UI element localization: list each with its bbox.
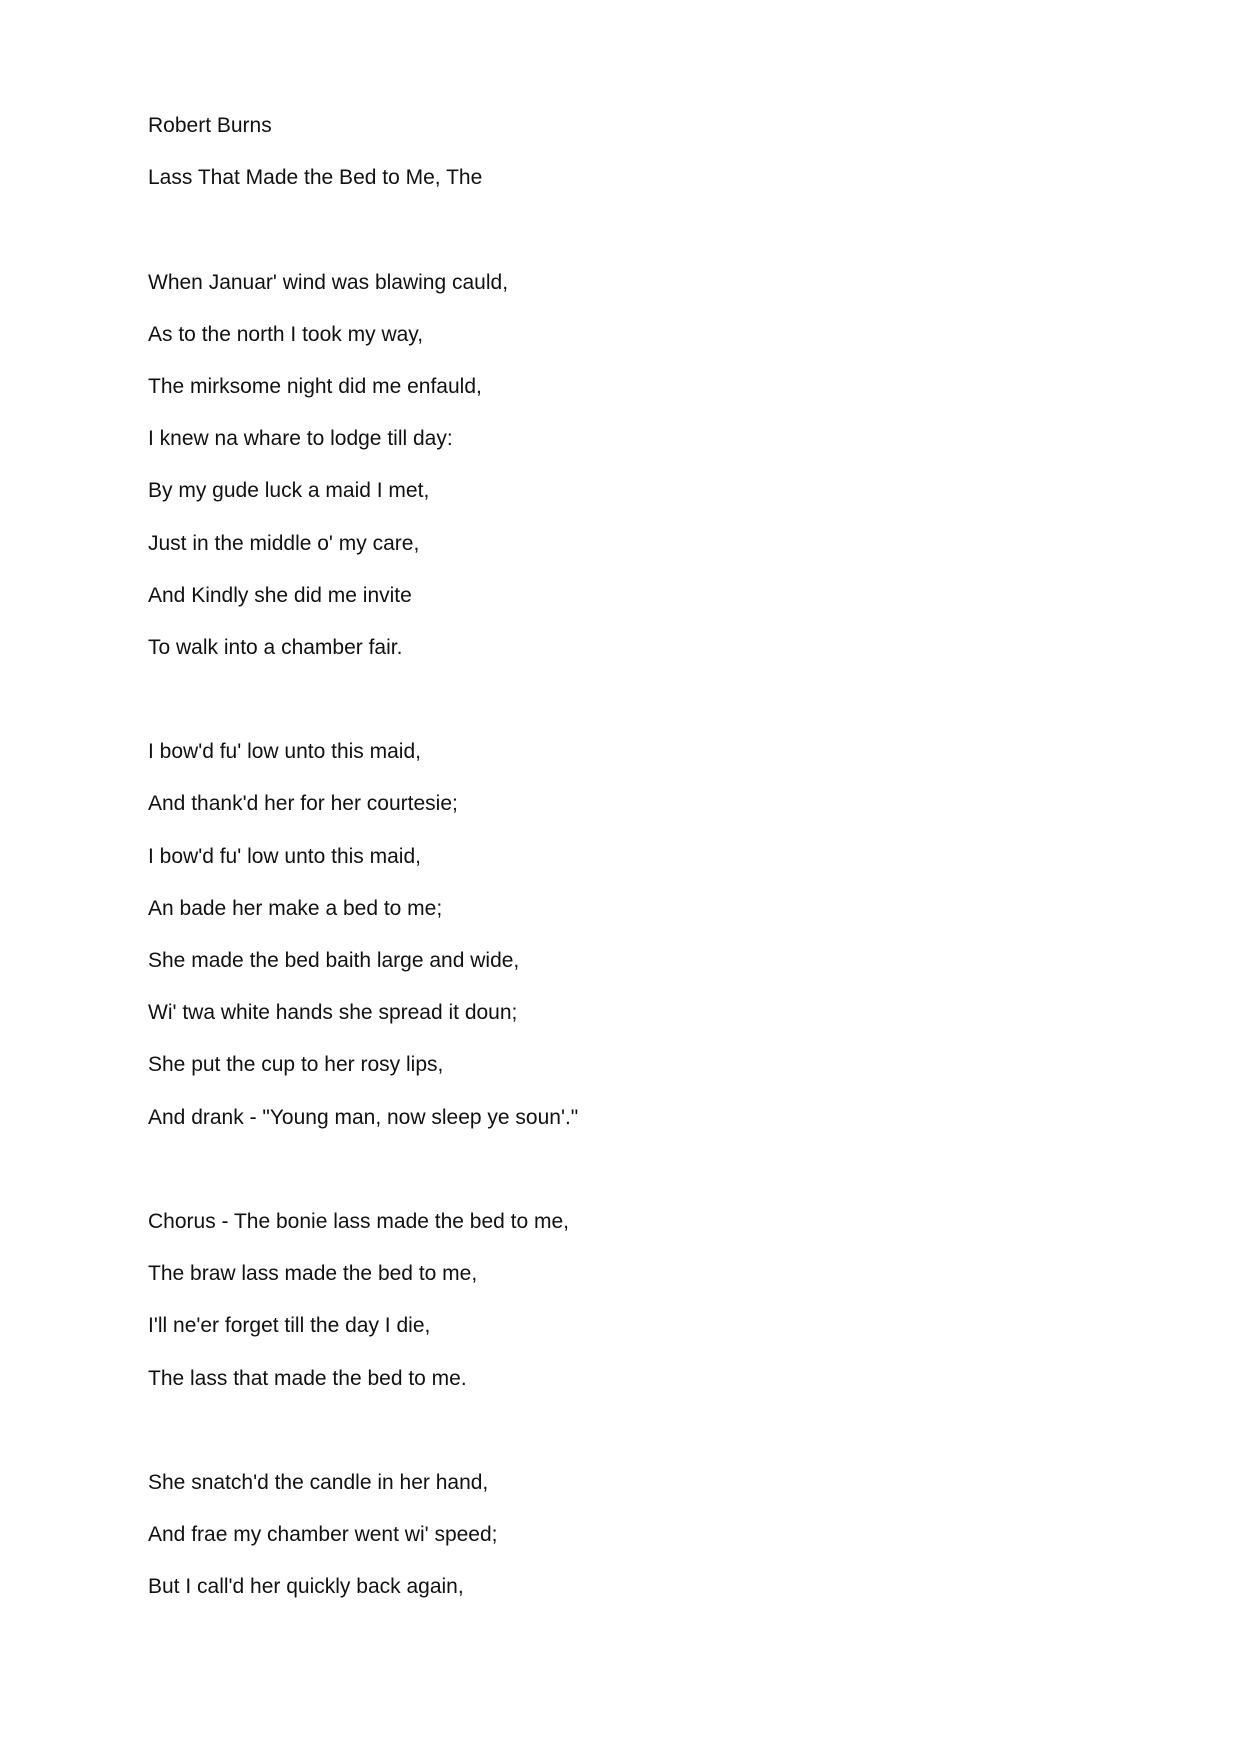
- poem-line: She snatch'd the candle in her hand,: [148, 1470, 489, 1494]
- blank-line: [148, 685, 1148, 737]
- poem-line: An bade her make a bed to me;: [148, 896, 443, 920]
- poem-line: But I call'd her quickly back again,: [148, 1575, 464, 1599]
- poem-line: Just in the middle o' my care,: [148, 531, 420, 555]
- poem-line: I'll ne'er forget till the day I die,: [148, 1314, 431, 1338]
- stanza-chorus: [148, 1207, 1148, 1416]
- poem-line: As to the north I took my way,: [148, 322, 424, 346]
- poem-line: By my gude luck a maid I met,: [148, 479, 430, 503]
- poem-title: Lass That Made the Bed to Me, The: [148, 166, 483, 190]
- poem-line: And drank - "Young man, now sleep ye soun'.": [148, 1105, 579, 1129]
- poem-line: And Kindly she did me invite: [148, 583, 412, 607]
- poem-text: [148, 111, 1148, 1624]
- stanza-3: [148, 1468, 1148, 1625]
- poem-line: When Januar' wind was blawing cauld,: [148, 270, 509, 294]
- poem-line: The mirksome night did me enfauld,: [148, 374, 482, 398]
- poem-line: The lass that made the bed to me.: [148, 1366, 467, 1390]
- author-line: Robert Burns: [148, 114, 272, 137]
- poem-line: And thank'd her for her courtesie;: [148, 792, 458, 816]
- poem-line: I bow'd fu' low unto this maid,: [148, 740, 421, 764]
- poem-line: Chorus - The bonie lass made the bed to me,: [148, 1209, 570, 1233]
- poem-line: She put the cup to her rosy lips,: [148, 1053, 444, 1077]
- poem-line: I bow'd fu' low unto this maid,: [148, 844, 421, 868]
- blank-line: [148, 1155, 1148, 1207]
- poem-line: To walk into a chamber fair.: [148, 635, 403, 659]
- poem-line: She made the bed baith large and wide,: [148, 949, 520, 972]
- poem-line: And frae my chamber went wi' speed;: [148, 1523, 498, 1547]
- poem-line: The braw lass made the bed to me,: [148, 1262, 478, 1286]
- poem-line: Wi' twa white hands she spread it doun;: [148, 1001, 518, 1025]
- blank-line: [148, 215, 1148, 267]
- stanza-1: [148, 268, 1148, 686]
- stanza-2: [148, 737, 1148, 1155]
- poem-line: I knew na whare to lodge till day:: [148, 427, 453, 451]
- blank-line: [148, 1416, 1148, 1468]
